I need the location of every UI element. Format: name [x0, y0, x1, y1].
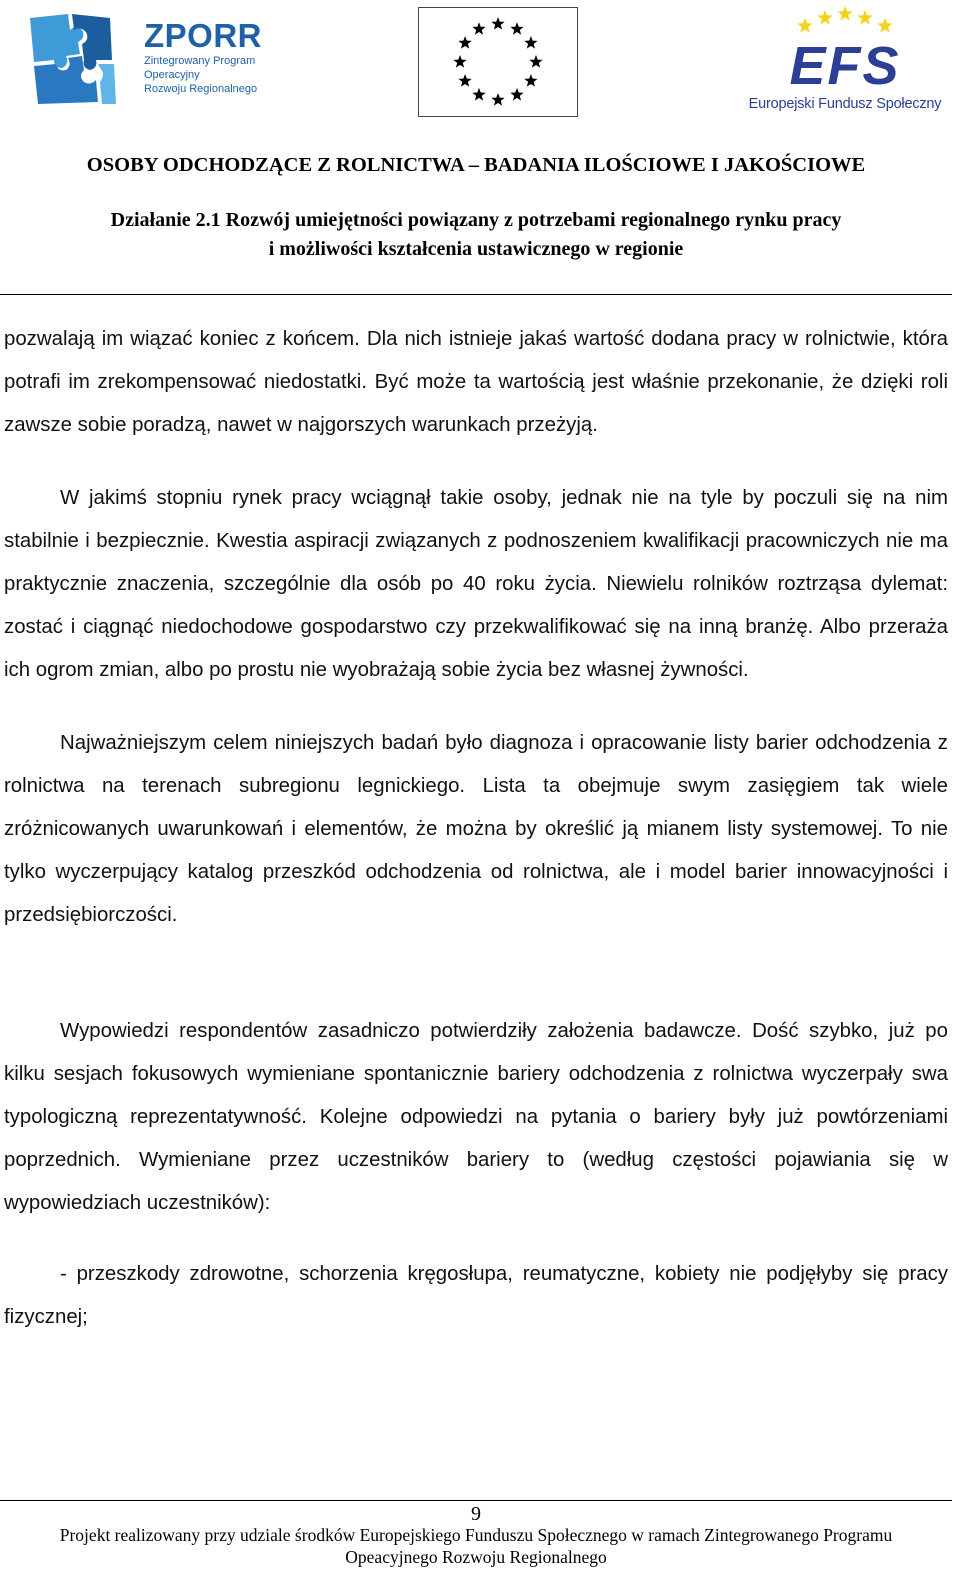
eu-star-icon — [510, 22, 523, 35]
paragraph-3: Najważniejszym celem niniejszych badań było diagnoza i opracowanie listy barier odchodzenia z rolnictwa na terenach subregionu legnickiego. Lista ta obejmuje swym zasięgiem tak wiele zróżnicowanych uwarunkowań i elementów, że można by określić ją mianem listy systemowej. To nie tylko wyczerpujący katalog przeszkód odchodzenia od rolnictwa, ale i model barier innowacyjności i przedsiębiorczości. — [4, 731, 948, 927]
page-number: 9 — [471, 1503, 481, 1525]
efs-star-icon — [797, 18, 812, 32]
eu-star-icon — [472, 22, 485, 35]
eu-star-icon — [491, 93, 504, 106]
footer-line-1: Projekt realizowany przy udziale środków Europejskiego Funduszu Społecznego w ramach Zintegrowanego Programu — [59, 1525, 893, 1545]
zporr-wordmark — [144, 18, 262, 96]
document-title: OSOBY ODCHODZĄCE Z ROLNICTWA – BADANIA ILOŚCIOWE I JAKOŚCIOWE — [86, 154, 866, 176]
paragraph-1: pozwalają im wiązać koniec z końcem. Dla nich istnieje jakaś wartość dodana pracy w rolnictwie, która potrafi im zrekompensować niedostatki. Być może ta wartością jest właśnie przekonanie, że dzięki roli zawsze sobie poradzą, nawet w najgorszych warunkach przeżyją. — [4, 328, 948, 437]
paragraph-spacer — [4, 938, 948, 1010]
efs-wordmark-icon — [745, 34, 945, 94]
efs-star-icon — [857, 10, 872, 24]
paragraph-2: W jakimś stopniu rynek pracy wciągnął takie osoby, jednak nie na tyle by poczuli się na nim stabilnie i bezpiecznie. Kwestia aspiracji związanych z podnoszeniem kwalifikacji pracowniczych nie ma praktycznie znaczenia, szczególnie dla osób po 40 roku życia. Niewielu rolników roztrząsa dylemat: zostać i ciągnąć niedochodowe gospodarstwo czy przekwalifikować się na inną branżę. Albo przeraża ich ogrom zmian, albo po prostu nie wyobrażają sobie życia bez własnej żywności. — [4, 486, 948, 682]
eu-star-icon — [458, 36, 471, 49]
paragraph-4: Wypowiedzi respondentów zasadniczo potwierdziły założenia badawcze. Dość szybko, już po kilku sesjach fokusowych wymieniane spontanicznie bariery odchodzenia z rolnictwa wyczerpały swa typologiczną reprezentatywność. Kolejne odpowiedzi na pytania o bariery były już powtórzeniami poprzednich. Wymieniane przez uczestników bariery to (według częstości pojawiania się w wypowiedziach uczestników): — [4, 1019, 948, 1215]
paragraph-spacer — [4, 1226, 948, 1253]
efs-subtitle: Europejski Fundusz Społeczny — [748, 96, 942, 112]
footer-divider — [0, 1500, 952, 1501]
svg-text:EFS: EFS — [789, 36, 901, 94]
list-item-barrier-1: - przeszkody zdrowotne, schorzenia kręgosłupa, reumatyczne, kobiety nie podjęłyby się pracy fizycznej; — [4, 1262, 948, 1328]
zporr-line-3: Rozwoju Regionalnego — [144, 83, 258, 95]
logo-bar — [0, 0, 960, 140]
puzzle-icon — [26, 10, 118, 106]
eu-star-icon — [453, 55, 466, 68]
document-subtitle-line-2: i możliwości kształcenia ustawicznego w regionie — [268, 238, 684, 260]
eu-star-icon — [524, 36, 537, 49]
efs-star-icon — [817, 10, 832, 24]
footer-line-2: Opeacyjnego Rozwoju Regionalnego — [345, 1547, 607, 1567]
eu-star-icon — [458, 74, 471, 87]
zporr-logo — [26, 10, 286, 110]
document-subtitle-line-1: Działanie 2.1 Rozwój umiejętności powiązany z potrzebami regionalnego rynku pracy — [110, 209, 842, 231]
paragraph-spacer — [4, 448, 948, 477]
document-body — [4, 318, 948, 1339]
paragraph-spacer — [4, 693, 948, 722]
efs-star-icon — [877, 18, 892, 32]
eu-flag-logo — [418, 7, 578, 117]
eu-star-icon — [472, 88, 485, 101]
zporr-title: ZPORR — [144, 17, 262, 54]
eu-star-icon — [491, 17, 504, 30]
efs-logo — [745, 4, 945, 122]
zporr-line-2: Operacyjny — [144, 69, 200, 81]
eu-star-icon — [510, 88, 523, 101]
eu-star-icon — [524, 74, 537, 87]
eu-stars-icon — [419, 8, 577, 116]
eu-star-icon — [529, 55, 542, 68]
header-divider — [0, 294, 952, 295]
efs-star-icon — [837, 6, 852, 20]
zporr-line-1: Zintegrowany Program — [144, 55, 256, 67]
